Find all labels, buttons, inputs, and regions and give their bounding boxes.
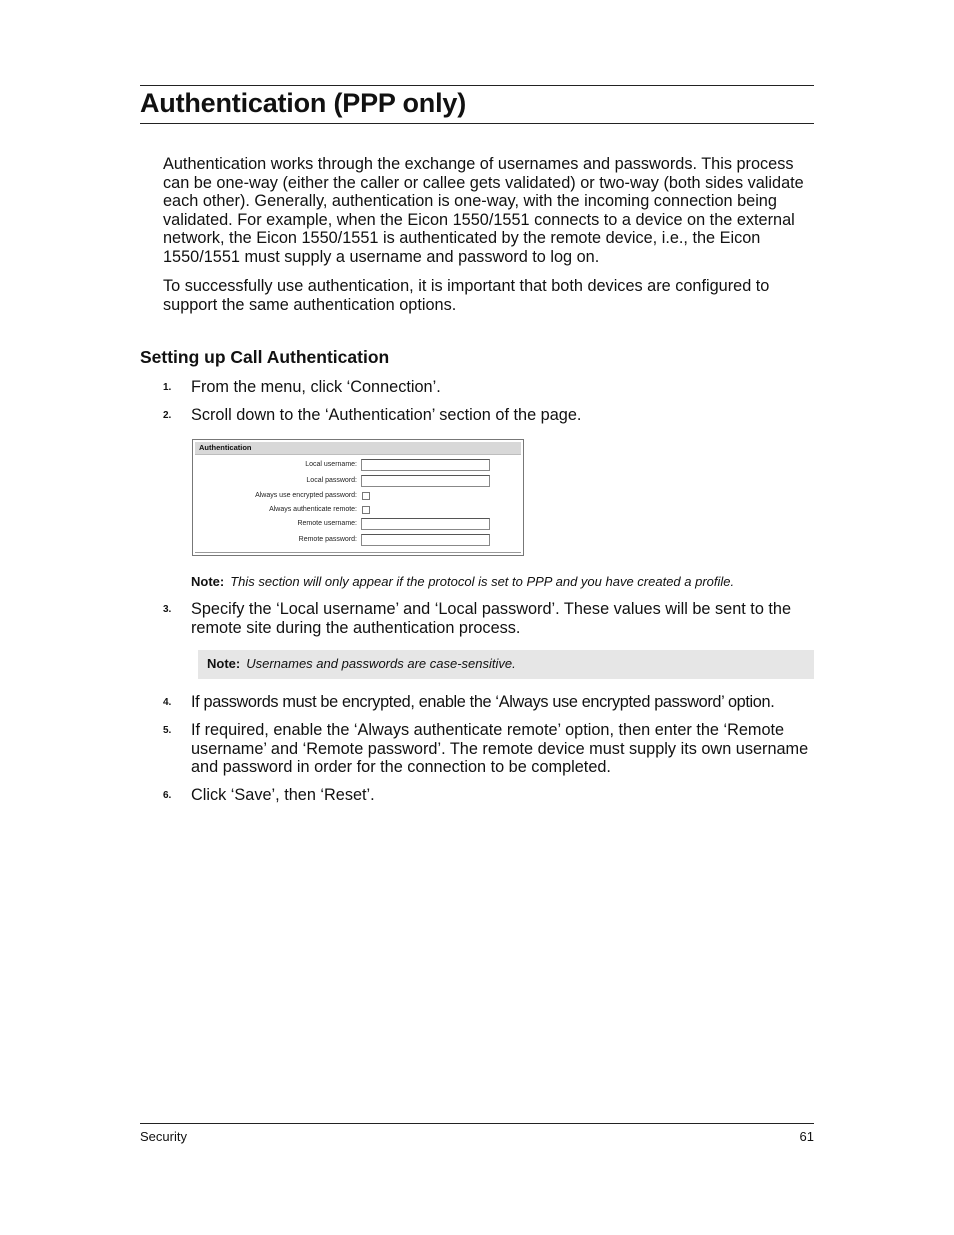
step-6 — [163, 786, 814, 805]
top-rule — [140, 85, 814, 86]
step-4 — [163, 693, 814, 712]
remote-password-row — [193, 534, 523, 546]
step-text: Click ‘Save’, then ‘Reset’. — [191, 786, 375, 804]
step-text: If required, enable the ‘Always authenticate remote’ option, then enter the ‘Remote username’ and ‘Remote password’. The remote device must supply its own username and password in order for the connection to be completed. — [191, 721, 809, 777]
encrypted-password-label: Always use encrypted password: — [255, 492, 357, 499]
local-username-row — [193, 459, 523, 471]
step-text: Scroll down to the ‘Authentication’ section of the page. — [191, 406, 582, 424]
note-label: Note: — [191, 574, 225, 589]
step-5 — [163, 721, 814, 777]
screenshot-bottom-border — [195, 552, 521, 553]
step-number: 4. — [163, 697, 172, 708]
intro-paragraph-2: To successfully use authentication, it is important that both devices are configured to support the same authentication options. — [163, 277, 770, 314]
encrypted-password-row — [193, 490, 523, 502]
local-username-input[interactable] — [361, 459, 490, 471]
authenticate-remote-row — [193, 504, 523, 516]
section-heading: Setting up Call Authentication — [140, 347, 390, 367]
note-case-sensitive — [198, 650, 814, 679]
step-text: From the menu, click ‘Connection’. — [191, 378, 441, 396]
authentication-screenshot — [192, 439, 524, 556]
step-number: 1. — [163, 382, 172, 393]
local-password-label: Local password: — [306, 477, 357, 484]
authenticate-remote-label: Always authenticate remote: — [269, 506, 357, 513]
remote-username-row — [193, 518, 523, 530]
remote-username-input[interactable] — [361, 518, 490, 530]
intro-paragraph-1: Authentication works through the exchange of usernames and passwords. This process can be one-way (either the caller or callee gets validated) or two-way (both sides validate each other). Generally, authentication is one-way, with the incoming connection being validated. For example, when the Eicon 1550/1551 connects to a device on the external network, the Eicon 1550/1551 is authenticated by the remote device, i.e., the Eicon 1550/1551 must supply a username and password to log on. — [163, 155, 804, 266]
step-number: 3. — [163, 604, 172, 615]
remote-username-label: Remote username: — [297, 520, 357, 527]
note-text: This section will only appear if the protocol is set to PPP and you have created a profile. — [230, 574, 735, 589]
authenticate-remote-checkbox[interactable] — [362, 506, 370, 514]
step-number: 5. — [163, 725, 172, 736]
title-underline — [140, 123, 814, 124]
note-profile — [191, 574, 734, 589]
step-3 — [163, 600, 814, 637]
step-number: 6. — [163, 790, 172, 801]
step-text: Specify the ‘Local username’ and ‘Local password’. These values will be sent to the remote site during the authentication process. — [191, 600, 792, 637]
local-password-row — [193, 475, 523, 487]
step-text: If passwords must be encrypted, enable the ‘Always use encrypted password’ option. — [191, 693, 775, 711]
footer-page-number: 61 — [799, 1129, 814, 1144]
screenshot-header: Authentication — [195, 442, 521, 455]
page-title: Authentication (PPP only) — [140, 88, 467, 118]
step-2 — [163, 406, 814, 425]
step-1 — [163, 378, 814, 397]
remote-password-label: Remote password: — [298, 536, 357, 543]
footer-section: Security — [140, 1129, 187, 1144]
note-content — [207, 656, 516, 671]
local-username-label: Local username: — [305, 461, 357, 468]
remote-password-input[interactable] — [361, 534, 490, 546]
note-text: Usernames and passwords are case-sensitive. — [246, 656, 516, 671]
encrypted-password-checkbox[interactable] — [362, 492, 370, 500]
note-label: Note: — [207, 656, 241, 671]
local-password-input[interactable] — [361, 475, 490, 487]
footer-rule — [140, 1123, 814, 1124]
step-number: 2. — [163, 410, 172, 421]
